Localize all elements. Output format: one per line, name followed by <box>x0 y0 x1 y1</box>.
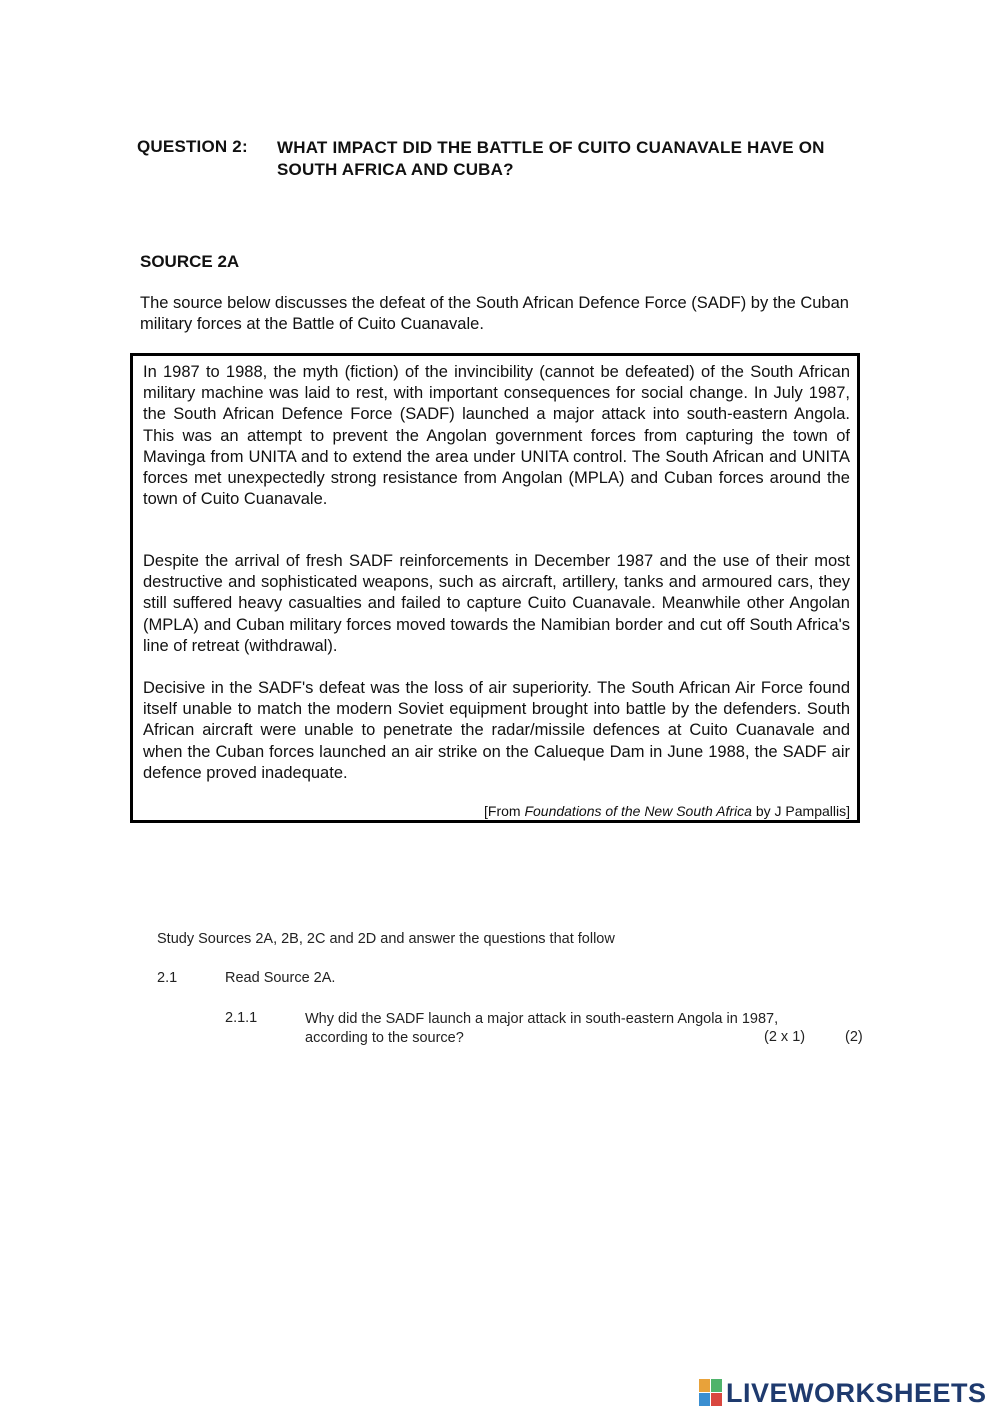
citation-prefix: [From <box>484 803 525 819</box>
question-label: QUESTION 2: <box>137 137 248 156</box>
question-number-2-1-1: 2.1.1 <box>225 1010 258 1026</box>
liveworksheets-brand[interactable] <box>698 1376 987 1410</box>
source-paragraph: In 1987 to 1988, the myth (fiction) of the invincibility (cannot be defeated) of the South African military machine was laid to rest, with important consequences for social change. In July 1987, the South African Defence Force (SADF) launched a major attack into south-eastern Angola. This was an attempt to prevent the Angolan government forces from capturing the town of Mavinga from UNITA and to extend the area under UNITA control. The South African and UNITA forces met unexpectedly strong resistance from Angolan (MPLA) and Cuban forces around the town of Cuito Cuanavale. <box>143 363 850 509</box>
question-marks: (2) <box>845 1029 863 1045</box>
question-text-2-1-1: Why did the SADF launch a major attack in south-eastern Angola in 1987, according to the source? <box>305 1011 779 1046</box>
source-paragraph: Decisive in the SADF's defeat was the loss of air superiority. The South African Air Force found itself unable to match the modern Soviet equipment brought into battle by the defenders. South African aircraft were unable to penetrate the radar/missile defences at Cuito Cuanavale and when the Cuban forces launched an air strike on the Calueque Dam in June 1988, the SADF air defence proved inadequate. <box>143 679 850 782</box>
citation-book-title: Foundations of the New South Africa <box>524 803 752 819</box>
citation-suffix: by J Pampallis] <box>751 803 850 819</box>
source-citation <box>484 802 850 820</box>
question-text-2-1: Read Source 2A. <box>225 970 336 986</box>
question-number-2-1: 2.1 <box>157 970 178 986</box>
liveworksheets-wordmark: LIVEWORKSHEETS <box>726 1377 987 1408</box>
source-heading: SOURCE 2A <box>140 252 240 271</box>
mark-allocation: (2 x 1) <box>764 1029 806 1045</box>
study-instruction: Study Sources 2A, 2B, 2C and 2D and answer the questions that follow <box>157 931 615 947</box>
liveworksheets-logo-icon <box>698 1378 724 1408</box>
source-intro: The source below discusses the defeat of the South African Defence Force (SADF) by the Cuban military forces at the Battle of Cuito Cuanavale. <box>140 294 849 333</box>
source-box <box>130 353 860 823</box>
source-paragraph: Despite the arrival of fresh SADF reinforcements in December 1987 and the use of their most destructive and sophisticated weapons, such as aircraft, artillery, tanks and armoured cars, they still suffered heavy casualties and failed to capture Cuito Cuanavale. Meanwhile other Angolan (MPLA) and Cuban military forces moved towards the Namibian border and cut off South Africa's line of retreat (withdrawal). <box>143 552 850 655</box>
question-title: WHAT IMPACT DID THE BATTLE OF CUITO CUANAVALE HAVE ON SOUTH AFRICA AND CUBA? <box>277 138 825 179</box>
